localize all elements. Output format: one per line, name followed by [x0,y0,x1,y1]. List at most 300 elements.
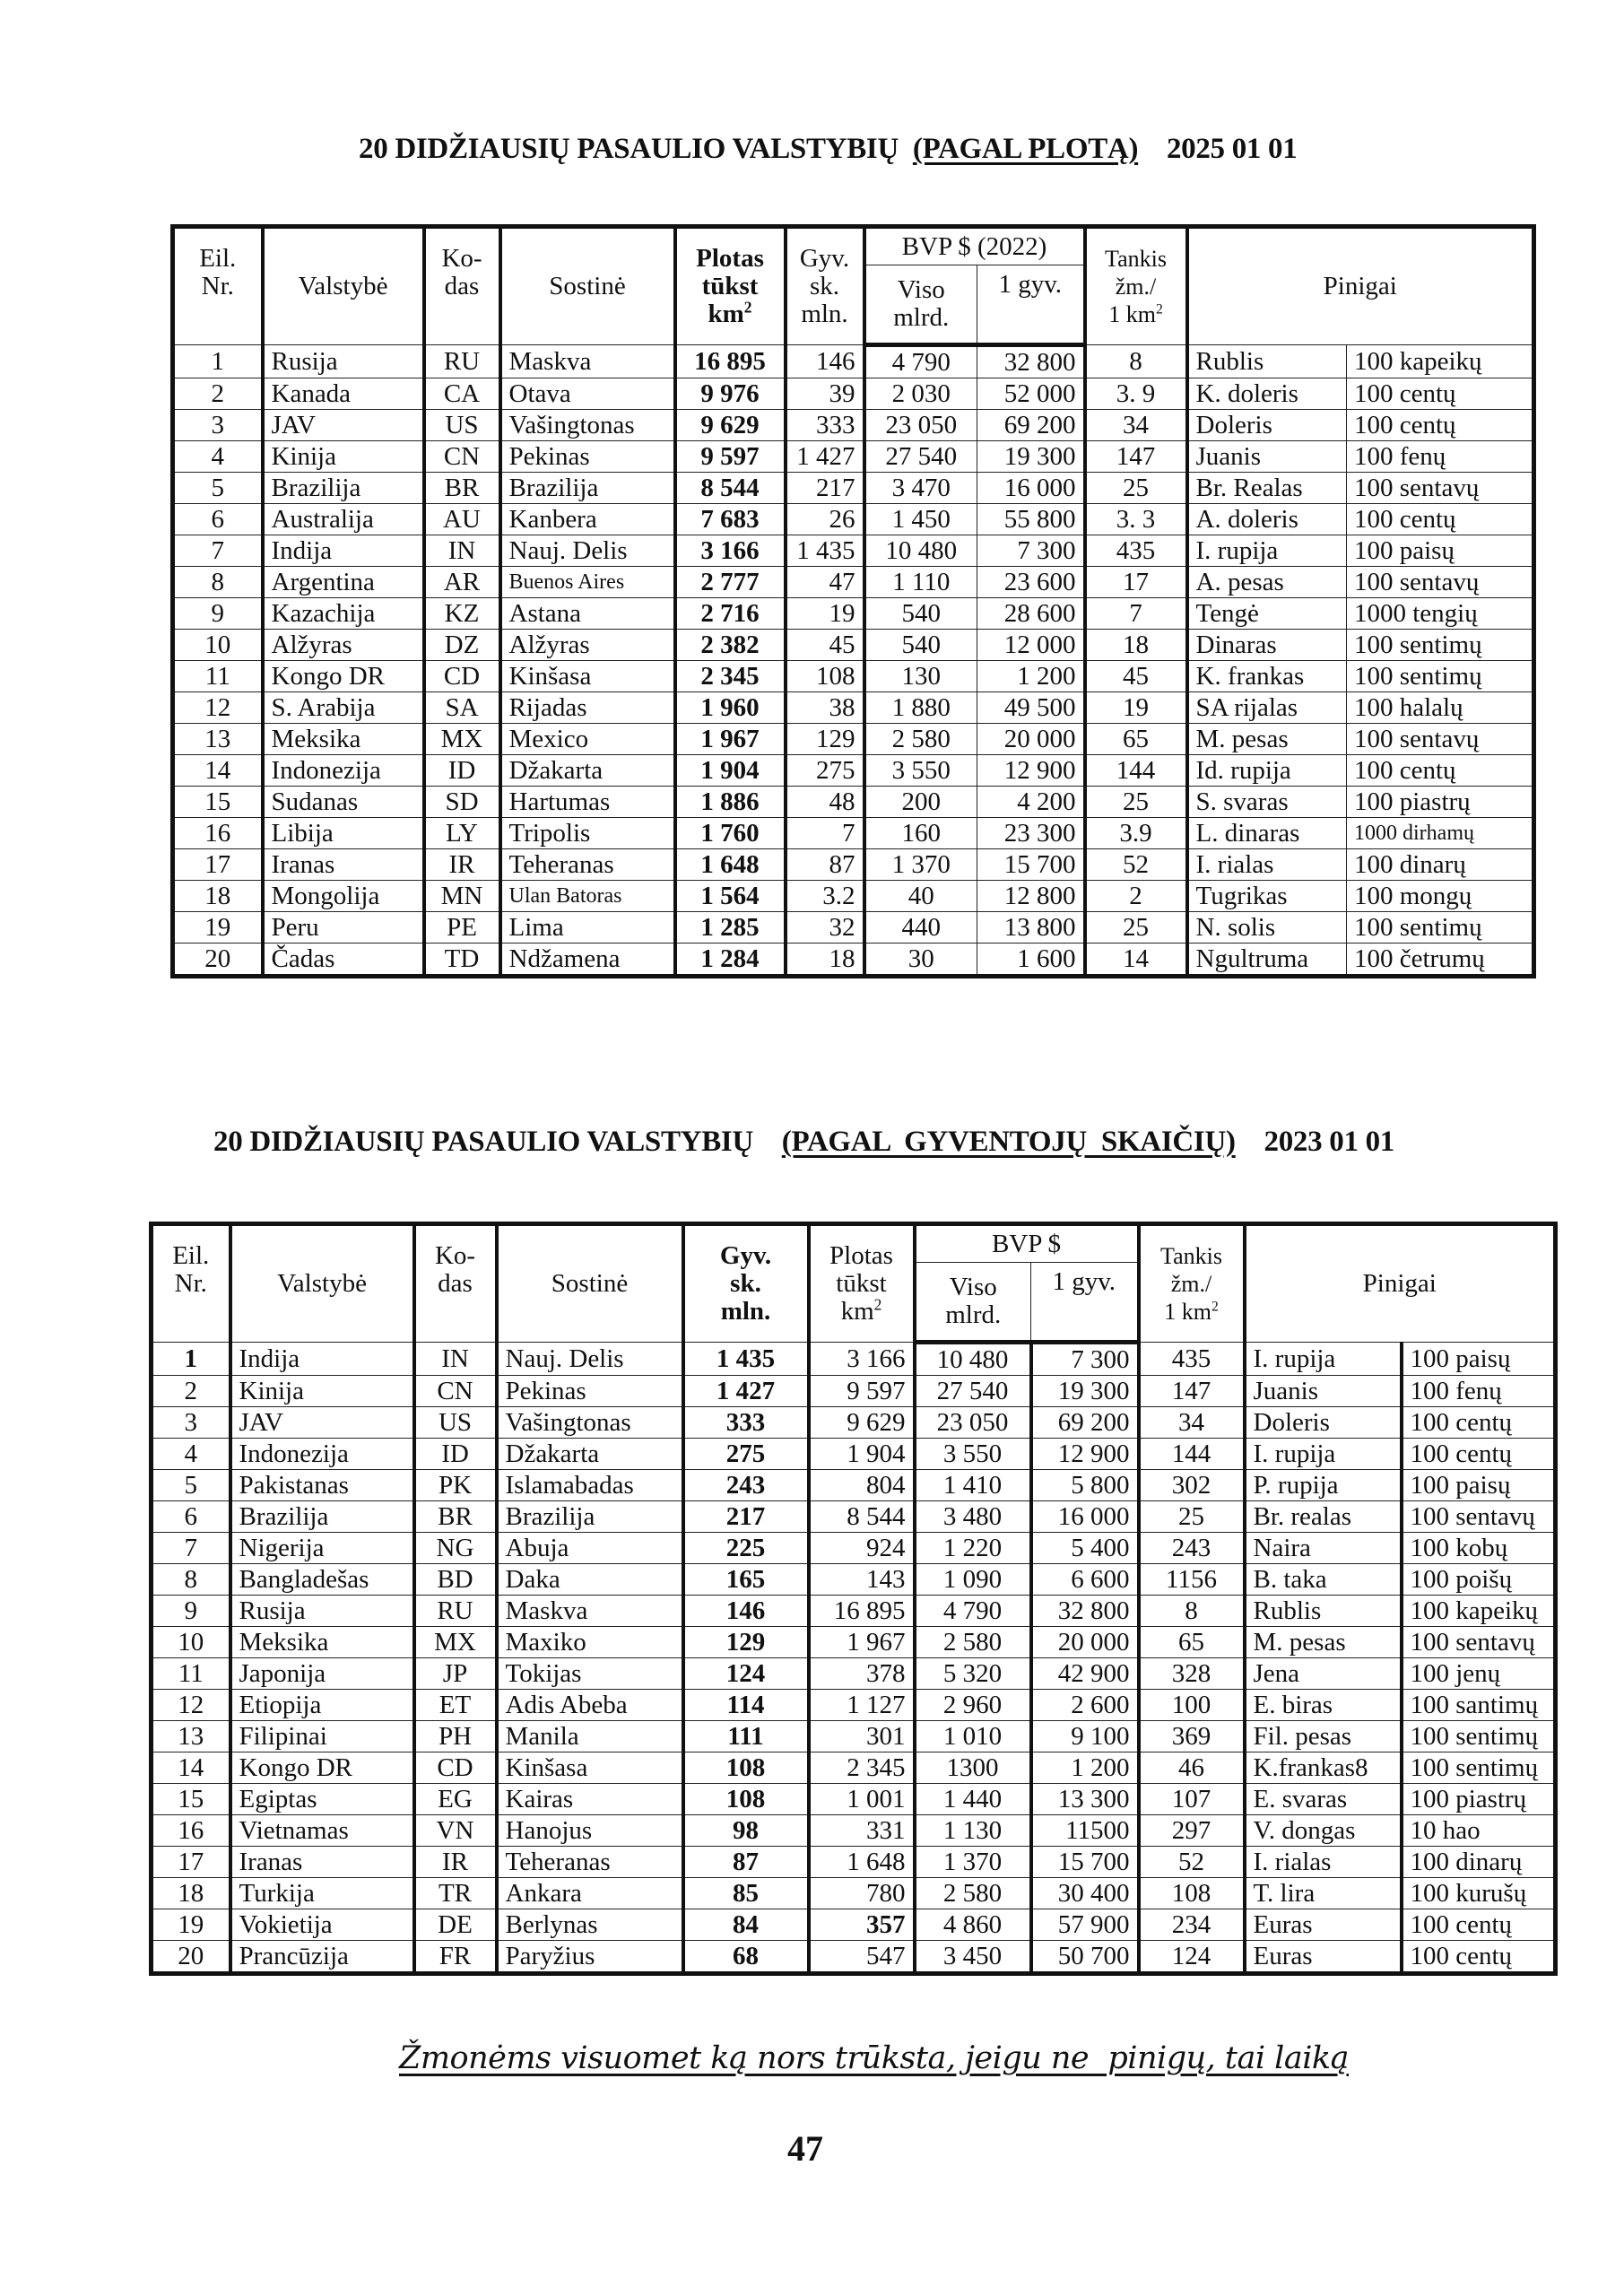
table2-title [213,1126,1394,1159]
cell-nr: 2 [152,1376,230,1407]
table-row [152,1690,1556,1721]
table-row [152,1564,1556,1596]
cell-gdp-total: 3 550 [864,755,977,787]
cell-country: Kinija [230,1376,414,1407]
cell-area: 9 629 [809,1407,915,1439]
cell-country: Prancūzija [230,1941,414,1974]
cell-area: 1 967 [675,724,786,755]
cell-density: 14 [1085,944,1187,977]
cell-subunit: 100 sentimų [1347,630,1534,661]
cell-country: Filipinai [230,1721,414,1752]
table-row [173,345,1534,378]
cell-subunit: 100 centų [1347,410,1534,441]
cell-gdp-total: 540 [864,598,977,630]
cell-subunit: 100 paisų [1402,1470,1556,1501]
cell-code: RU [414,1596,497,1627]
cell-gdp-per: 1 600 [977,944,1085,977]
cell-subunit: 100 mongų [1347,881,1534,912]
cell-currency: K. doleris [1187,378,1347,410]
cell-code: ID [414,1439,497,1470]
cell-country: Indija [263,535,424,567]
table2-title-sort: (PAGAL GYVENTOJŲ SKAIČIŲ) [781,1126,1236,1158]
cell-subunit: 100 sentimų [1402,1752,1556,1784]
cell-currency: Rublis [1187,345,1347,378]
table-row [152,1627,1556,1658]
cell-subunit: 100 sentimų [1347,912,1534,944]
table-row [173,787,1534,818]
cell-subunit: 100 piastrų [1402,1784,1556,1815]
cell-code: CA [424,378,500,410]
cell-gdp-per: 23 600 [977,567,1085,598]
cell-gdp-total: 1 110 [864,567,977,598]
cell-currency: SA rijalas [1187,692,1347,724]
cell-gdp-per: 20 000 [1031,1627,1139,1658]
cell-area: 1 886 [675,787,786,818]
cell-gdp-per: 6 600 [1031,1564,1139,1596]
cell-area: 2 716 [675,598,786,630]
col-header-code: Ko- das [414,1224,497,1343]
cell-capital: Astana [500,598,675,630]
col-header-gdp: BVP $ (2022) [864,227,1085,265]
cell-code: KZ [424,598,500,630]
cell-nr: 4 [152,1439,230,1470]
cell-area: 16 895 [675,345,786,378]
table-row [173,944,1534,977]
cell-area: 9 976 [675,378,786,410]
cell-capital: Maskva [500,345,675,378]
cell-area: 804 [809,1470,915,1501]
cell-code: FR [414,1941,497,1974]
cell-density: 1156 [1139,1564,1245,1596]
cell-nr: 15 [173,787,263,818]
table-row [152,1376,1556,1407]
cell-pop: 217 [786,473,864,504]
cell-currency: T. lira [1245,1878,1402,1909]
cell-pop: 146 [786,345,864,378]
cell-density: 302 [1139,1470,1245,1501]
cell-country: Pakistanas [230,1470,414,1501]
cell-gdp-per: 7 300 [977,535,1085,567]
table-row [173,724,1534,755]
cell-nr: 18 [173,881,263,912]
cell-density: 297 [1139,1815,1245,1847]
cell-gdp-per: 12 000 [977,630,1085,661]
cell-country: Rusija [230,1596,414,1627]
cell-subunit: 100 paisų [1402,1343,1556,1376]
cell-subunit: 100 piastrų [1347,787,1534,818]
cell-gdp-per: 42 900 [1031,1658,1139,1690]
cell-code: SD [424,787,500,818]
cell-currency: S. svaras [1187,787,1347,818]
cell-area: 1 967 [809,1627,915,1658]
cell-gdp-total: 2 580 [915,1878,1031,1909]
cell-density: 328 [1139,1658,1245,1690]
cell-area: 3 166 [675,535,786,567]
cell-pop: 39 [786,378,864,410]
cell-area: 9 597 [809,1376,915,1407]
cell-nr: 10 [152,1627,230,1658]
cell-pop: 114 [683,1690,809,1721]
cell-pop: 1 427 [786,441,864,473]
cell-capital: Vašingtonas [500,410,675,441]
cell-density: 144 [1085,755,1187,787]
cell-capital: Maskva [497,1596,683,1627]
cell-capital: Rijadas [500,692,675,724]
cell-capital: Pekinas [497,1376,683,1407]
cell-subunit: 100 centų [1347,504,1534,535]
cell-code: PH [414,1721,497,1752]
cell-pop: 1 435 [786,535,864,567]
cell-subunit: 100 centų [1402,1941,1556,1974]
cell-pop: 38 [786,692,864,724]
table-row [152,1407,1556,1439]
cell-gdp-per: 13 300 [1031,1784,1139,1815]
cell-nr: 18 [152,1878,230,1909]
cell-currency: P. rupija [1245,1470,1402,1501]
table-row [173,912,1534,944]
cell-subunit: 1000 tengių [1347,598,1534,630]
table-by-area [170,224,1536,978]
cell-nr: 14 [173,755,263,787]
table-row [152,1501,1556,1533]
table-row [152,1596,1556,1627]
col-header-code: Ko- das [424,227,500,345]
cell-area: 1 960 [675,692,786,724]
cell-area: 9 629 [675,410,786,441]
cell-country: Kazachija [263,598,424,630]
cell-gdp-per: 69 200 [977,410,1085,441]
cell-gdp-total: 1 410 [915,1470,1031,1501]
cell-area: 1 001 [809,1784,915,1815]
cell-code: TD [424,944,500,977]
table-row [173,378,1534,410]
cell-capital: Kinšasa [497,1752,683,1784]
cell-currency: Id. rupija [1187,755,1347,787]
cell-gdp-per: 19 300 [977,441,1085,473]
cell-gdp-total: 5 320 [915,1658,1031,1690]
cell-subunit: 100 sentavų [1347,724,1534,755]
cell-density: 144 [1139,1439,1245,1470]
table-row [173,473,1534,504]
cell-capital: Kanbera [500,504,675,535]
col-header-density: Tankis žm./ 1 $km^2$ [1085,227,1187,345]
cell-subunit: 100 centų [1347,755,1534,787]
cell-gdp-per: 5 800 [1031,1470,1139,1501]
cell-currency: Dinaras [1187,630,1347,661]
cell-capital: Nauj. Delis [497,1343,683,1376]
col-header-country: Valstybė [230,1224,414,1343]
cell-capital: Teheranas [500,849,675,881]
cell-capital: Mexico [500,724,675,755]
cell-code: CN [424,441,500,473]
cell-capital: Islamabadas [497,1470,683,1501]
cell-gdp-total: 540 [864,630,977,661]
cell-country: Indonezija [230,1439,414,1470]
cell-gdp-total: 27 540 [915,1376,1031,1407]
cell-capital: Nauj. Delis [500,535,675,567]
cell-area: 1 904 [809,1439,915,1470]
table-row [152,1752,1556,1784]
cell-code: IN [424,535,500,567]
cell-gdp-per: 4 200 [977,787,1085,818]
cell-country: Argentina [263,567,424,598]
cell-country: Meksika [230,1627,414,1658]
cell-area: 1 904 [675,755,786,787]
cell-capital: Džakarta [500,755,675,787]
cell-nr: 12 [173,692,263,724]
cell-density: 18 [1085,630,1187,661]
cell-code: IN [414,1343,497,1376]
cell-currency: K. frankas [1187,661,1347,692]
cell-pop: 3.2 [786,881,864,912]
cell-pop: 87 [786,849,864,881]
cell-country: Iranas [263,849,424,881]
cell-currency: Ngultruma [1187,944,1347,977]
cell-nr: 8 [173,567,263,598]
cell-pop: 84 [683,1909,809,1941]
cell-density: 3. 9 [1085,378,1187,410]
table-row [173,692,1534,724]
cell-code: TR [414,1878,497,1909]
cell-subunit: 100 centų [1402,1439,1556,1470]
cell-subunit: 1000 dirhamų [1347,818,1534,849]
cell-gdp-per: 2 600 [1031,1690,1139,1721]
cell-gdp-total: 1 090 [915,1564,1031,1596]
cell-currency: A. pesas [1187,567,1347,598]
cell-nr: 16 [152,1815,230,1847]
cell-area: 1 284 [675,944,786,977]
cell-capital: Maxiko [497,1627,683,1658]
cell-gdp-total: 1 440 [915,1784,1031,1815]
cell-area: 9 597 [675,441,786,473]
cell-pop: 129 [683,1627,809,1658]
table2-title-date: 2023 01 01 [1235,1126,1394,1158]
cell-density: 52 [1085,849,1187,881]
cell-currency: E. svaras [1245,1784,1402,1815]
cell-capital: Kinšasa [500,661,675,692]
cell-nr: 13 [152,1721,230,1752]
table-row [152,1815,1556,1847]
cell-country: Indonezija [263,755,424,787]
cell-gdp-total: 3 470 [864,473,977,504]
cell-currency: Naira [1245,1533,1402,1564]
cell-code: BD [414,1564,497,1596]
cell-subunit: 100 sentavų [1402,1627,1556,1658]
table-row [173,441,1534,473]
cell-capital: Berlynas [497,1909,683,1941]
cell-country: Bangladešas [230,1564,414,1596]
table2-title-main: 20 DIDŽIAUSIŲ PASAULIO VALSTYBIŲ [213,1126,782,1158]
cell-density: 34 [1139,1407,1245,1439]
cell-currency: Br. Realas [1187,473,1347,504]
cell-country: Vokietija [230,1909,414,1941]
cell-country: Kongo DR [230,1752,414,1784]
table-row [173,661,1534,692]
cell-area: 924 [809,1533,915,1564]
cell-gdp-total: 1 130 [915,1815,1031,1847]
cell-area: 1 285 [675,912,786,944]
cell-country: Čadas [263,944,424,977]
cell-code: ID [424,755,500,787]
cell-nr: 9 [152,1596,230,1627]
cell-capital: Tripolis [500,818,675,849]
table-row [173,535,1534,567]
cell-subunit: 100 kapeikų [1347,345,1534,378]
cell-subunit: 10 hao [1402,1815,1556,1847]
cell-gdp-total: 40 [864,881,977,912]
cell-country: Alžyras [263,630,424,661]
cell-capital: Ankara [497,1878,683,1909]
cell-code: US [414,1407,497,1439]
cell-gdp-per: 12 800 [977,881,1085,912]
cell-currency: L. dinaras [1187,818,1347,849]
cell-nr: 10 [173,630,263,661]
cell-gdp-per: 32 800 [1031,1596,1139,1627]
cell-country: Turkija [230,1878,414,1909]
cell-pop: 98 [683,1815,809,1847]
cell-pop: 275 [683,1439,809,1470]
table1-title [359,133,1297,166]
cell-pop: 129 [786,724,864,755]
table-row [173,849,1534,881]
cell-code: JP [414,1658,497,1690]
cell-country: Egiptas [230,1784,414,1815]
cell-nr: 7 [152,1533,230,1564]
cell-capital: Buenos Aires [500,567,675,598]
cell-gdp-per: 32 800 [977,345,1085,378]
cell-capital: Hartumas [500,787,675,818]
cell-subunit: 100 santimų [1402,1690,1556,1721]
cell-currency: N. solis [1187,912,1347,944]
cell-density: 3.9 [1085,818,1187,849]
cell-gdp-per: 16 000 [977,473,1085,504]
col-header-currency: Pinigai [1187,227,1534,345]
cell-subunit: 100 sentavų [1347,473,1534,504]
cell-code: MX [424,724,500,755]
cell-gdp-total: 23 050 [864,410,977,441]
cell-area: 547 [809,1941,915,1974]
cell-country: Peru [263,912,424,944]
cell-gdp-total: 4 790 [864,345,977,378]
cell-nr: 6 [152,1501,230,1533]
table-row [173,504,1534,535]
cell-gdp-total: 10 480 [915,1343,1031,1376]
table-row [152,1658,1556,1690]
cell-capital: Adis Abeba [497,1690,683,1721]
cell-density: 25 [1139,1501,1245,1533]
cell-area: 1 760 [675,818,786,849]
cell-density: 65 [1085,724,1187,755]
cell-gdp-per: 16 000 [1031,1501,1139,1533]
col-header-nr: Eil. Nr. [152,1224,230,1343]
table-row [152,1343,1556,1376]
cell-code: NG [414,1533,497,1564]
cell-nr: 13 [173,724,263,755]
cell-subunit: 100 sentavų [1347,567,1534,598]
cell-gdp-total: 2 960 [915,1690,1031,1721]
table1-header [173,227,1534,345]
cell-country: Iranas [230,1847,414,1878]
cell-currency: M. pesas [1187,724,1347,755]
cell-country: Brazilija [230,1501,414,1533]
cell-pop: 108 [683,1752,809,1784]
table-row [173,598,1534,630]
cell-density: 234 [1139,1909,1245,1941]
cell-area: 301 [809,1721,915,1752]
table-row [152,1878,1556,1909]
cell-currency: I. rupija [1187,535,1347,567]
cell-code: AU [424,504,500,535]
cell-code: IR [424,849,500,881]
cell-nr: 19 [173,912,263,944]
cell-gdp-total: 160 [864,818,977,849]
cell-gdp-total: 4 790 [915,1596,1031,1627]
cell-gdp-total: 130 [864,661,977,692]
cell-density: 8 [1139,1596,1245,1627]
cell-pop: 26 [786,504,864,535]
cell-gdp-total: 2 580 [864,724,977,755]
cell-pop: 108 [683,1784,809,1815]
cell-subunit: 100 centų [1347,378,1534,410]
cell-country: Etiopija [230,1690,414,1721]
cell-density: 34 [1085,410,1187,441]
cell-nr: 1 [152,1343,230,1376]
cell-gdp-total: 3 450 [915,1941,1031,1974]
cell-density: 100 [1139,1690,1245,1721]
cell-density: 7 [1085,598,1187,630]
table2-header [152,1224,1556,1343]
cell-area: 7 683 [675,504,786,535]
cell-nr: 16 [173,818,263,849]
cell-code: VN [414,1815,497,1847]
cell-gdp-per: 15 700 [1031,1847,1139,1878]
table-row [173,818,1534,849]
cell-gdp-per: 30 400 [1031,1878,1139,1909]
cell-capital: Alžyras [500,630,675,661]
cell-density: 65 [1139,1627,1245,1658]
cell-pop: 18 [786,944,864,977]
cell-subunit: 100 poišų [1402,1564,1556,1596]
cell-density: 435 [1085,535,1187,567]
cell-gdp-total: 3 480 [915,1501,1031,1533]
cell-density: 25 [1085,473,1187,504]
cell-density: 107 [1139,1784,1245,1815]
cell-nr: 7 [173,535,263,567]
cell-capital: Brazilija [497,1501,683,1533]
cell-country: Kongo DR [263,661,424,692]
cell-country: Kanada [263,378,424,410]
cell-gdp-per: 19 300 [1031,1376,1139,1407]
cell-density: 435 [1139,1343,1245,1376]
cell-nr: 12 [152,1690,230,1721]
cell-gdp-per: 1 200 [1031,1752,1139,1784]
cell-gdp-total: 440 [864,912,977,944]
cell-subunit: 100 centų [1402,1407,1556,1439]
cell-capital: Ndžamena [500,944,675,977]
cell-currency: I. rupija [1245,1343,1402,1376]
col-header-nr: Eil. Nr. [173,227,263,345]
cell-gdp-total: 1 370 [915,1847,1031,1878]
cell-currency: Euras [1245,1909,1402,1941]
cell-gdp-total: 10 480 [864,535,977,567]
cell-pop: 108 [786,661,864,692]
cell-country: Nigerija [230,1533,414,1564]
cell-capital: Otava [500,378,675,410]
cell-code: DZ [424,630,500,661]
cell-country: Japonija [230,1658,414,1690]
cell-area: 1 648 [809,1847,915,1878]
cell-country: Australija [263,504,424,535]
